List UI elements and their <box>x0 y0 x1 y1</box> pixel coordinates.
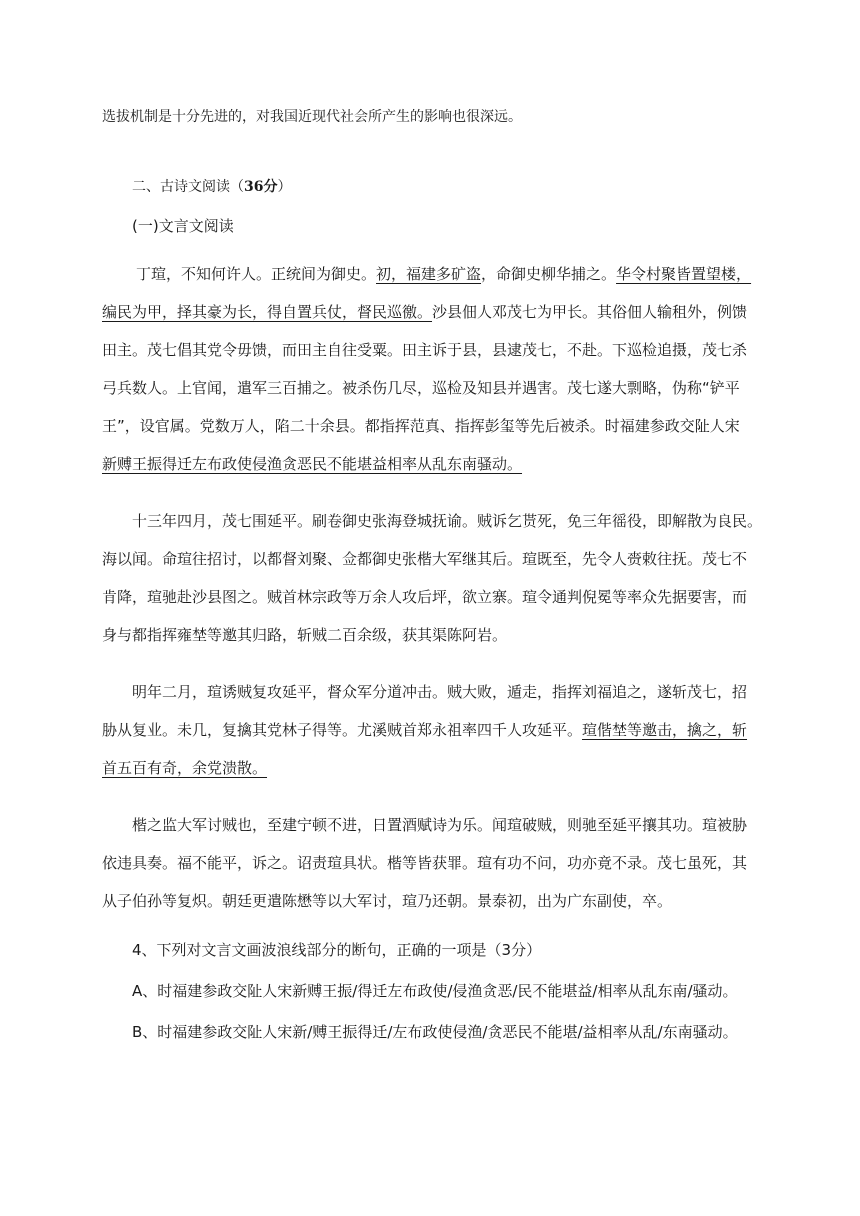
passage-p1-line6-wavy: 新赙王振得迁左布政使侵渔贪恶民不能堪益相率从乱东南骚动。 <box>102 455 523 473</box>
passage-p2-line1: 十三年四月，茂七围延平。刷卷御史张海登城抚谕。贼诉乞贳死，免三年徭役，即解散为良民。 <box>132 512 763 530</box>
section-subheading: (一)文言文阅读 <box>132 217 234 235</box>
passage-p2-line2: 海以闻。命瑄往招讨，以都督刘聚、佥都御史张楷大军继其后。瑄既至，先令人赍敕往抚。茂七不 <box>102 550 748 568</box>
passage-text: ，命御史柳华捕之。 <box>481 265 617 283</box>
passage-p4-line3: 从子伯孙等复炽。朝廷更遣陈懋等以大军讨，瑄乃还朝。景泰初，出为广东副使，卒。 <box>102 892 673 910</box>
passage-p2-line3: 肯降，瑄驰赴沙县图之。贼首林宗政等万余人攻后坪，欲立寨。瑄令通判倪冕等率众先据要害，而 <box>102 588 748 606</box>
passage-p4-line1: 楷之监大军讨贼也，至建宁顿不进，日置酒赋诗为乐。闻瑄破贼，则驰至延平攘其功。瑄被胁 <box>132 816 748 834</box>
section-heading-prefix: 二、古诗文阅读（ <box>132 179 244 195</box>
passage-text: 沙县佃人邓茂七为甲长。其俗佃人输租外，例馈 <box>432 303 748 321</box>
passage-p1-line2 <box>102 302 747 322</box>
question-stem: 4、下列对文言文画波浪线部分的断句，正确的一项是（3分） <box>132 941 542 959</box>
passage-p1-line3: 田主。茂七倡其党令毋馈，而田主自往受粟。田主诉于县，县逮茂七，不赴。下巡检追摄，茂七杀 <box>102 341 748 359</box>
section-heading <box>132 177 291 197</box>
underlined-phrase: 瑄偕埜等邀击，擒之，斩 <box>582 721 748 739</box>
passage-p3-line1: 明年二月，瑄诱贼复攻延平，督众军分道冲击。贼大败，遁走，指挥刘福追之，遂斩茂七，招 <box>132 683 748 701</box>
passage-text: 丁瑄，不知何许人。正统间为御史。 <box>136 265 377 283</box>
underlined-phrase: 编民为甲，择其豪为长，得自置兵仗，督民巡徼。 <box>102 303 433 321</box>
passage-p1-line5: 王”，设官属。党数万人，陷二十余县。都指挥范真、指挥彭玺等先后被杀。时福建参政交阯人宋 <box>102 417 740 435</box>
passage-text: 胁从复业。未几，复擒其党林子得等。尤溪贼首郑永祖率四千人攻延平。 <box>102 721 583 739</box>
underlined-phrase: 华令村聚皆置望楼， <box>616 265 752 283</box>
passage-p1-line4: 弓兵数人。上官闻，遣军三百捕之。被杀伤几尽，巡检及知县并遇害。茂七遂大剽略，伪称“铲平 <box>102 379 740 397</box>
passage-p2-line4: 身与都指挥雍埜等邀其归路，斩贼二百余级，获其渠陈阿岩。 <box>102 626 508 644</box>
passage-p3-line2 <box>102 720 747 740</box>
section-heading-points: 36分 <box>244 179 278 195</box>
section-heading-suffix: ） <box>277 179 292 195</box>
passage-p4-line2: 依违具奏。福不能平，诉之。诏责瑄具状。楷等皆获罪。瑄有功不问，功亦竟不录。茂七虽死，其 <box>102 854 748 872</box>
intro-line: 选拔机制是十分先进的，对我国近现代社会所产生的影响也很深远。 <box>102 109 522 125</box>
passage-p1-line1 <box>136 264 751 284</box>
question-option-a: A、时福建参政交阯人宋新赙王振/得迁左布政使/侵渔贪恶/民不能堪益/相率从乱东南/骚动。 <box>132 982 738 1000</box>
underlined-phrase: 初，福建多矿盗 <box>376 265 482 283</box>
question-option-b: B、时福建参政交阯人宋新/赙王振得迁/左布政使侵渔/贪恶民不能堪/益相率从乱/东南骚动。 <box>132 1023 738 1041</box>
passage-p3-line3: 首五百有奇，余党溃散。 <box>102 759 268 777</box>
